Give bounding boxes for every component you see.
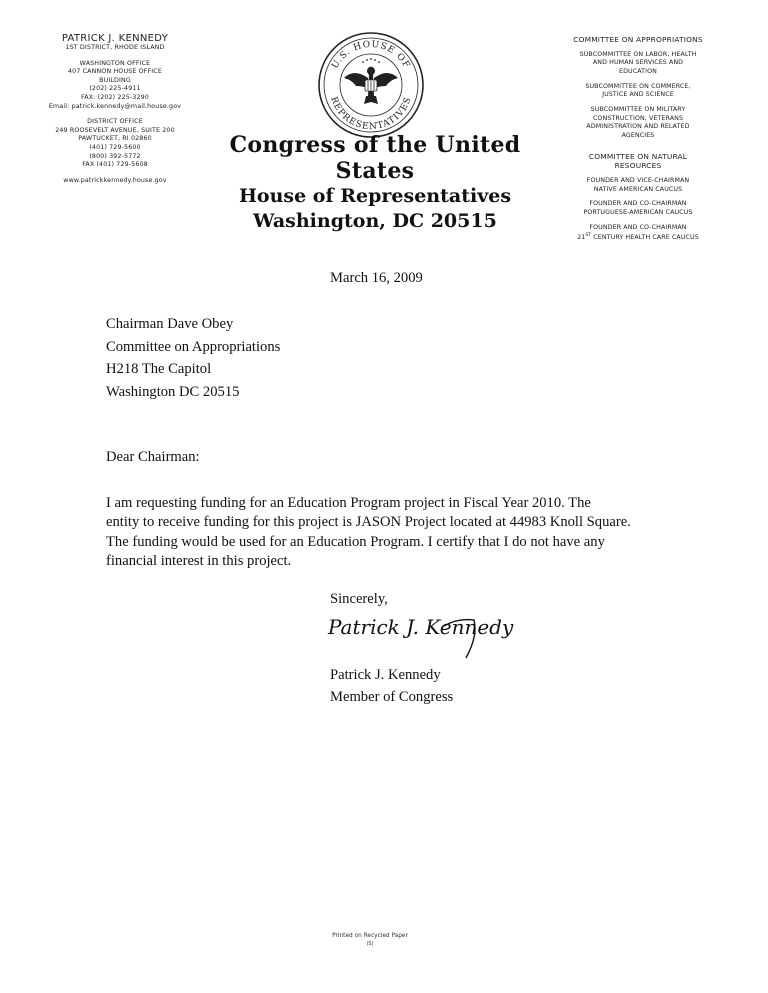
caucus-health-l2 (548, 232, 728, 243)
recipient-block (106, 313, 280, 403)
caucus-portuguese-l2: PORTUGUESE-AMERICAN CAUCUS (583, 208, 693, 216)
washington-address-line1: 407 CANNON HOUSE OFFICE (68, 68, 162, 76)
svg-text:REPRESENTATIVES: REPRESENTATIVES (328, 95, 414, 133)
committee-natural-resources-l2: RESOURCES (614, 161, 662, 171)
union-bug-icon: (S) (366, 941, 374, 947)
caucus-health-num: 21 (577, 234, 586, 242)
recipient-line: H218 The Capitol (106, 361, 212, 377)
washington-address-line2: BUILDING (99, 76, 131, 84)
district-phone2: (800) 392-5772 (89, 152, 141, 160)
washington-phone: (202) 225-4911 (89, 85, 141, 93)
caucus-native-l2: NATIVE AMERICAN CAUCUS (593, 185, 683, 193)
district-phone1: (401) 729-5600 (89, 143, 141, 151)
caucus-native-l1: FOUNDER AND VICE-CHAIRMAN (586, 176, 690, 184)
washington-fax: FAX: (202) 225-3290 (81, 93, 149, 101)
recipient-line: Committee on Appropriations (106, 338, 281, 355)
subcommittee-military-l1: SUBCOMMITTEE ON MILITARY (590, 106, 686, 114)
masthead-congress: Congress of the United States (229, 132, 521, 184)
body-line: financial interest in this project. (106, 553, 292, 570)
letter-date: March 16, 2009 (330, 270, 423, 286)
house-seal-icon (316, 30, 426, 140)
washington-email: Email: patrick.kennedy@mail.house.gov (48, 102, 182, 110)
committee-natural-resources-l1: COMMITTEE ON NATURAL (588, 151, 688, 161)
recipient-line: Chairman Dave Obey (106, 316, 234, 332)
masthead-house: House of Representatives (238, 185, 512, 207)
subcommittee-military-l3: ADMINISTRATION AND RELATED (586, 123, 690, 131)
caucus-portuguese-l1: FOUNDER AND CO-CHAIRMAN (589, 200, 687, 208)
closing: Sincerely, (330, 591, 388, 607)
signer-title: Member of Congress (330, 688, 454, 705)
caucus-health-rest: CENTURY HEALTH CARE CAUCUS (591, 234, 699, 242)
recipient-line: Washington DC 20515 (106, 383, 240, 400)
committee-appropriations: COMMITTEE ON APPROPRIATIONS (573, 35, 703, 44)
member-district: 1ST DISTRICT, RHODE ISLAND (65, 44, 165, 51)
recycled-paper-note: Printed on Recycled Paper (332, 933, 408, 939)
member-name: PATRICK J. KENNEDY (61, 33, 169, 44)
district-office-label: DISTRICT OFFICE (87, 118, 143, 126)
signer-name: Patrick J. Kennedy (330, 667, 441, 683)
left-letterhead (30, 33, 200, 185)
subcommittee-labor-l2: AND HUMAN SERVICES AND (592, 59, 684, 67)
signature-text: Patrick J. Kennedy (328, 615, 514, 639)
svg-text:U.S. HOUSE OF: U.S. HOUSE OF (330, 39, 412, 71)
handwritten-signature (326, 606, 514, 662)
footer (300, 933, 440, 947)
letter-body (106, 494, 666, 572)
district-address-line2: PAWTUCKET, RI 02860 (78, 135, 152, 143)
subcommittee-military-l2: CONSTRUCTION, VETERANS (592, 114, 684, 122)
body-line: The funding would be used for an Education Program. I certify that I do not have any (106, 533, 605, 550)
body-line: I am requesting funding for an Education Program project in Fiscal Year 2010. The (106, 495, 591, 511)
member-website: www.patrickkennedy.house.gov (63, 176, 167, 184)
caucus-health-l1: FOUNDER AND CO-CHAIRMAN (589, 223, 687, 231)
district-fax: FAX (401) 729-5608 (82, 161, 148, 169)
subcommittee-commerce-l1: SUBCOMMITTEE ON COMMERCE, (585, 82, 691, 90)
district-address-line1: 249 ROOSEVELT AVENUE, SUITE 200 (55, 126, 175, 134)
body-line: entity to receive funding for this project is JASON Project located at 44983 Knoll Square. (106, 514, 631, 531)
subcommittee-commerce-l2: JUSTICE AND SCIENCE (602, 91, 674, 99)
masthead-washington: Washington, DC 20515 (253, 210, 497, 232)
washington-office-label: WASHINGTON OFFICE (79, 59, 151, 67)
subcommittee-labor-l1: SUBCOMMITTEE ON LABOR, HEALTH (579, 50, 697, 58)
subcommittee-labor-l3: EDUCATION (619, 67, 657, 75)
salutation: Dear Chairman: (106, 449, 200, 465)
masthead (210, 132, 540, 233)
caucus-health-sup: ST (585, 233, 592, 239)
right-letterhead (548, 35, 728, 243)
signer-block (330, 665, 453, 708)
subcommittee-military-l4: AGENCIES (621, 132, 655, 140)
